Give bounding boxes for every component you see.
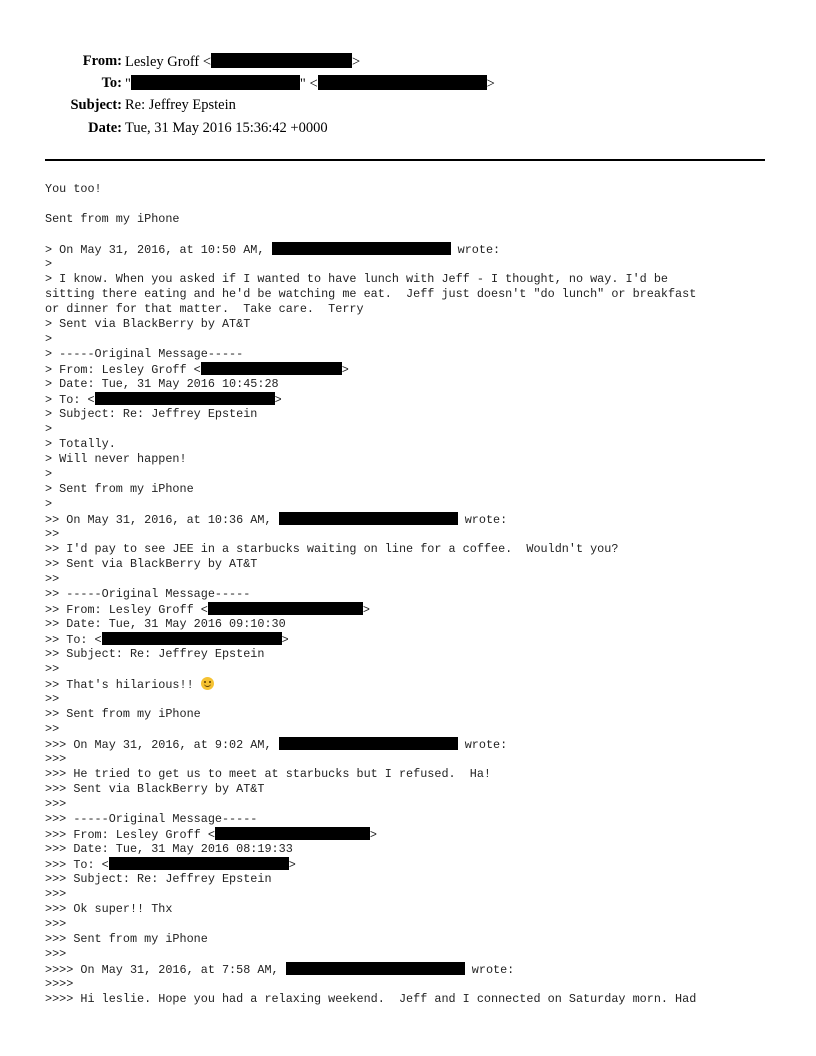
redaction-bar <box>208 602 363 615</box>
body-line: >>> Date: Tue, 31 May 2016 08:19:33 <box>45 842 293 856</box>
body-line <box>45 962 775 977</box>
body-line: >>> -----Original Message----- <box>45 812 258 826</box>
header-divider <box>45 159 765 161</box>
body-line: > Will never happen! <box>45 452 187 466</box>
date-value: Tue, 31 May 2016 15:36:42 +0000 <box>125 120 328 136</box>
body-line: > Subject: Re: Jeffrey Epstein <box>45 407 258 421</box>
body-line: >>> <box>45 887 67 901</box>
bracket-close: > <box>341 363 349 377</box>
body-line: > Totally. <box>45 437 116 451</box>
body-line: >> Subject: Re: Jeffrey Epstein <box>45 647 265 661</box>
hilarious-text: >> That's hilarious!! <box>45 678 201 692</box>
body-line: >> Date: Tue, 31 May 2016 09:10:30 <box>45 617 286 631</box>
from-name: Lesley Groff < <box>125 54 212 70</box>
redaction-bar <box>131 75 300 90</box>
bracket-close: > <box>369 828 377 842</box>
to-bracket-close: > <box>486 76 495 92</box>
redaction-bar <box>211 53 352 68</box>
body-line <box>45 512 775 527</box>
to-line: >> To: < <box>45 633 102 647</box>
body-line: > Date: Tue, 31 May 2016 10:45:28 <box>45 377 279 391</box>
body-line: > -----Original Message----- <box>45 347 244 361</box>
quote-wrote: wrote: <box>464 963 515 977</box>
redaction-bar <box>272 242 451 255</box>
header-from <box>0 53 816 75</box>
body-line <box>45 197 775 212</box>
quote-intro: >>> On May 31, 2016, at 9:02 AM, <box>45 738 279 752</box>
body-line: > Sent from my iPhone <box>45 482 194 496</box>
redaction-bar <box>286 962 465 975</box>
quote-wrote: wrote: <box>450 243 501 257</box>
redaction-bar <box>102 632 282 645</box>
quote-intro: >>>> On May 31, 2016, at 7:58 AM, <box>45 963 286 977</box>
bracket-close: > <box>281 633 289 647</box>
body-line: > <box>45 497 53 511</box>
body-line: >> <box>45 692 60 706</box>
header-to <box>0 75 816 97</box>
body-line <box>45 392 775 407</box>
body-line <box>45 242 775 257</box>
redaction-bar <box>215 827 370 840</box>
body-line: > <box>45 332 53 346</box>
body-line: >>> Sent via BlackBerry by AT&T <box>45 782 265 796</box>
from-label: From: <box>82 53 122 69</box>
body-line: >>> <box>45 797 67 811</box>
message-body <box>45 182 775 1007</box>
body-line: >> -----Original Message----- <box>45 587 251 601</box>
body-line: You too! <box>45 182 102 196</box>
body-line: >> <box>45 527 60 541</box>
body-line: > I know. When you asked if I wanted to have lunch with Jeff - I thought, no way. I'd be <box>45 272 668 286</box>
from-line: > From: Lesley Groff < <box>45 363 201 377</box>
body-line <box>45 827 775 842</box>
body-line <box>45 362 775 377</box>
body-line: > <box>45 422 53 436</box>
redaction-bar <box>95 392 275 405</box>
from-value <box>125 53 360 71</box>
redaction-bar <box>279 512 458 525</box>
to-value <box>125 75 495 93</box>
to-line: >>> To: < <box>45 858 109 872</box>
body-line: > <box>45 467 53 481</box>
body-line <box>45 632 775 647</box>
body-line: >>> Sent from my iPhone <box>45 932 208 946</box>
redaction-bar <box>109 857 289 870</box>
body-line: > Sent via BlackBerry by AT&T <box>45 317 251 331</box>
date-label: Date: <box>88 120 122 136</box>
subject-label: Subject: <box>70 97 122 113</box>
bracket-close: > <box>362 603 370 617</box>
body-line: >>> Ok super!! Thx <box>45 902 173 916</box>
smiley-icon <box>201 677 214 690</box>
body-line: >> Sent via BlackBerry by AT&T <box>45 557 258 571</box>
bracket-close: > <box>274 393 282 407</box>
body-line: >>>> Hi leslie. Hope you had a relaxing weekend. Jeff and I connected on Saturday morn. Had <box>45 992 697 1006</box>
quote-wrote: wrote: <box>457 738 508 752</box>
body-line: > <box>45 257 53 271</box>
from-bracket: > <box>352 54 361 70</box>
quote-wrote: wrote: <box>457 513 508 527</box>
body-line: >> Sent from my iPhone <box>45 707 201 721</box>
body-line: >> <box>45 662 60 676</box>
from-line: >>> From: Lesley Groff < <box>45 828 215 842</box>
body-line: Sent from my iPhone <box>45 212 180 226</box>
body-line <box>45 227 775 242</box>
body-line <box>45 602 775 617</box>
subject-value: Re: Jeffrey Epstein <box>125 97 236 113</box>
body-line <box>45 677 775 692</box>
to-line: > To: < <box>45 393 95 407</box>
body-line: >>>> <box>45 977 74 991</box>
body-line: sitting there eating and he'd be watching me eat. Jeff just doesn't "do lunch" or breakfast <box>45 287 697 301</box>
bracket-close: > <box>288 858 296 872</box>
body-line: >> <box>45 572 60 586</box>
body-line <box>45 737 775 752</box>
body-line <box>45 857 775 872</box>
quote-intro: > On May 31, 2016, at 10:50 AM, <box>45 243 272 257</box>
body-line: >> I'd pay to see JEE in a starbucks waiting on line for a coffee. Wouldn't you? <box>45 542 619 556</box>
to-bracket-open: " < <box>299 76 318 92</box>
header-subject <box>0 97 816 119</box>
to-label: To: <box>101 75 122 91</box>
header-date <box>0 120 816 142</box>
body-line: >>> <box>45 947 67 961</box>
body-line: >> <box>45 722 60 736</box>
from-line: >> From: Lesley Groff < <box>45 603 208 617</box>
redaction-bar <box>318 75 487 90</box>
redaction-bar <box>279 737 458 750</box>
quote-intro: >> On May 31, 2016, at 10:36 AM, <box>45 513 279 527</box>
body-line: >>> He tried to get us to meet at starbucks but I refused. Ha! <box>45 767 491 781</box>
body-line: >>> <box>45 917 67 931</box>
to-quote: " <box>125 76 131 92</box>
body-line: or dinner for that matter. Take care. Terry <box>45 302 364 316</box>
body-line: >>> <box>45 752 67 766</box>
body-line: >>> Subject: Re: Jeffrey Epstein <box>45 872 272 886</box>
redaction-bar <box>201 362 342 375</box>
